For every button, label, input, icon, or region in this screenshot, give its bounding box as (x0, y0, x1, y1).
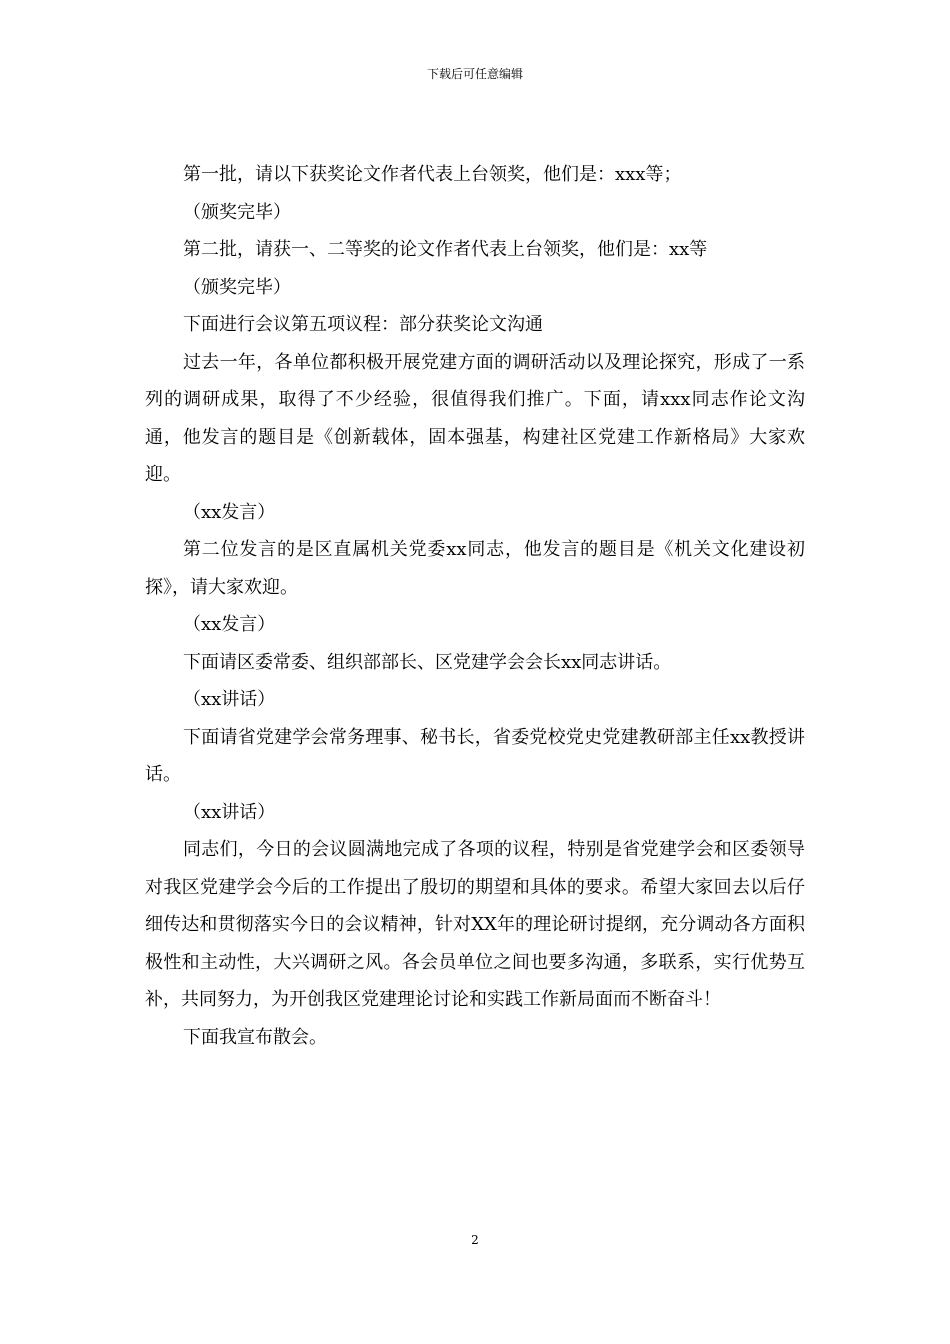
paragraph-speech-note-2: （xx发言） (183, 614, 276, 635)
paragraph-second-speaker: 第二位发言的是区直属机关党委xx同志，他发言的题目是《机关文化建设初探》，请大家欢迎。 (145, 539, 805, 598)
page-number: 2 (471, 1233, 479, 1247)
paragraph-award-done-2: （颁奖完毕） (183, 276, 291, 298)
paragraph-talk-note-2: （xx讲话） (183, 801, 276, 823)
paragraph-committee-speech: 下面请区委常委、组织部部长、区党建学会会长xx同志讲话。 (183, 651, 672, 673)
paragraph-award-batch-2: 第二批，请获一、二等奖的论文作者代表上台领奖，他们是：xx等 (183, 239, 708, 260)
paragraph-professor-speech: 下面请省党建学会常务理事、秘书长，省委党校党史党建教研部主任xx教授讲话。 (145, 726, 805, 785)
paragraph-research-summary: 过去一年，各单位都积极开展党建方面的调研活动以及理论探究，形成了一系列的调研成果，取得了不少经验，很值得我们推广。下面，请xxx同志作论文沟通，他发言的题目是《创新载体，固本强基，构建社区党建工作新格局》大家欢迎。 (145, 351, 805, 485)
paragraph-talk-note-1: （xx讲话） (183, 689, 276, 710)
paragraph-agenda-item-5: 下面进行会议第五项议程：部分获奖论文沟通 (183, 314, 543, 335)
document-body (145, 156, 805, 1056)
paragraph-closing-remarks: 同志们，今日的会议圆满地完成了各项的议程，特别是省党建学会和区委领导对我区党建学会今后的工作提出了殷切的期望和具体的要求。希望大家回去以后仔细传达和贯彻落实今日的会议精神，针对XX年的理论研讨提纲，充分调动各方面积极性和主动性，大兴调研之风。各会员单位之间也要多沟通，多联系，实行优势互补，共同努力，为开创我区党建理论讨论和实践工作新局面而不断奋斗！ (145, 839, 805, 1010)
page-header: 下载后可任意编辑 (426, 67, 523, 81)
paragraph-award-done-1: （颁奖完毕） (183, 201, 291, 223)
paragraph-award-batch-1: 第一批，请以下获奖论文作者代表上台领奖，他们是：xxx等； (183, 164, 682, 185)
paragraph-adjourn: 下面我宣布散会。 (183, 1026, 327, 1048)
paragraph-speech-note-1: （xx发言） (183, 501, 276, 523)
